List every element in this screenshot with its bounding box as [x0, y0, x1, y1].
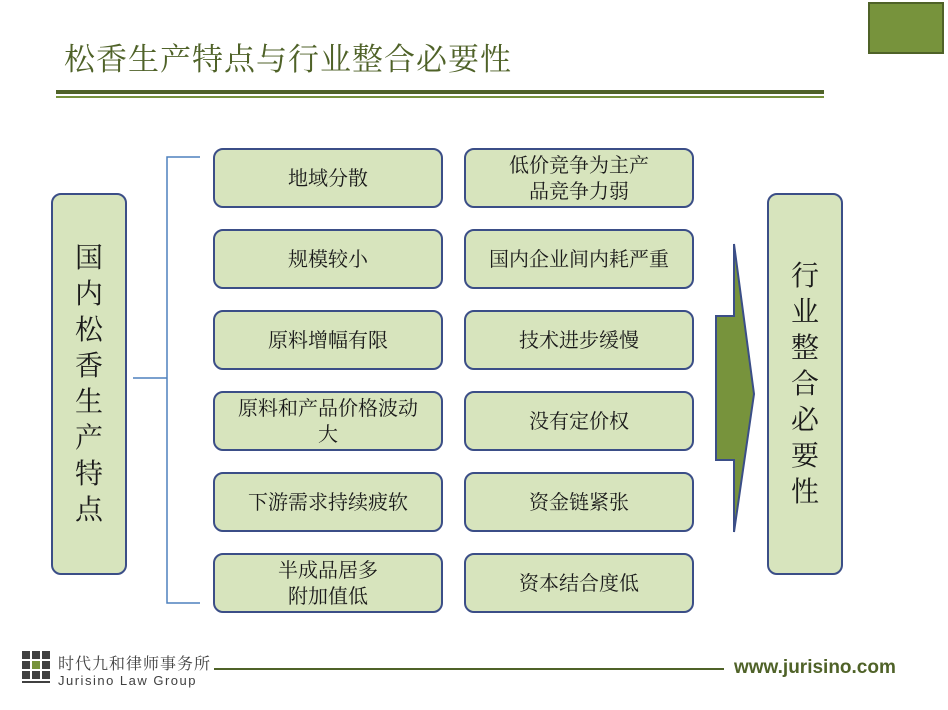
consequence-box: 资本结合度低 — [464, 553, 694, 613]
slide-title: 松香生产特点与行业整合必要性 — [64, 42, 512, 78]
consequence-box: 低价竞争为主产品竞争力弱 — [464, 148, 694, 208]
consequence-box: 国内企业间内耗严重 — [464, 229, 694, 289]
feature-box: 原料增幅有限 — [213, 310, 443, 370]
right-arrow — [716, 244, 754, 532]
feature-box: 地域分散 — [213, 148, 443, 208]
brace — [133, 157, 200, 603]
feature-box: 规模较小 — [213, 229, 443, 289]
consequence-box: 技术进步缓慢 — [464, 310, 694, 370]
consequence-box: 没有定价权 — [464, 391, 694, 451]
feature-box: 原料和产品价格波动大 — [213, 391, 443, 451]
firm-name-cn: 时代九和律师事务所 — [58, 654, 212, 673]
firm-name-en: Jurisino Law Group — [58, 673, 197, 688]
consequence-box: 资金链紧张 — [464, 472, 694, 532]
domestic-rosin-production-box: 国内松香生产特点 — [51, 193, 127, 575]
feature-box: 下游需求持续疲软 — [213, 472, 443, 532]
website-link[interactable]: www.jurisino.com — [734, 657, 896, 678]
feature-box: 半成品居多附加值低 — [213, 553, 443, 613]
footer-divider — [214, 668, 724, 670]
industry-integration-box: 行业整合必要性 — [767, 193, 843, 575]
firm-logo-icon — [22, 651, 50, 689]
